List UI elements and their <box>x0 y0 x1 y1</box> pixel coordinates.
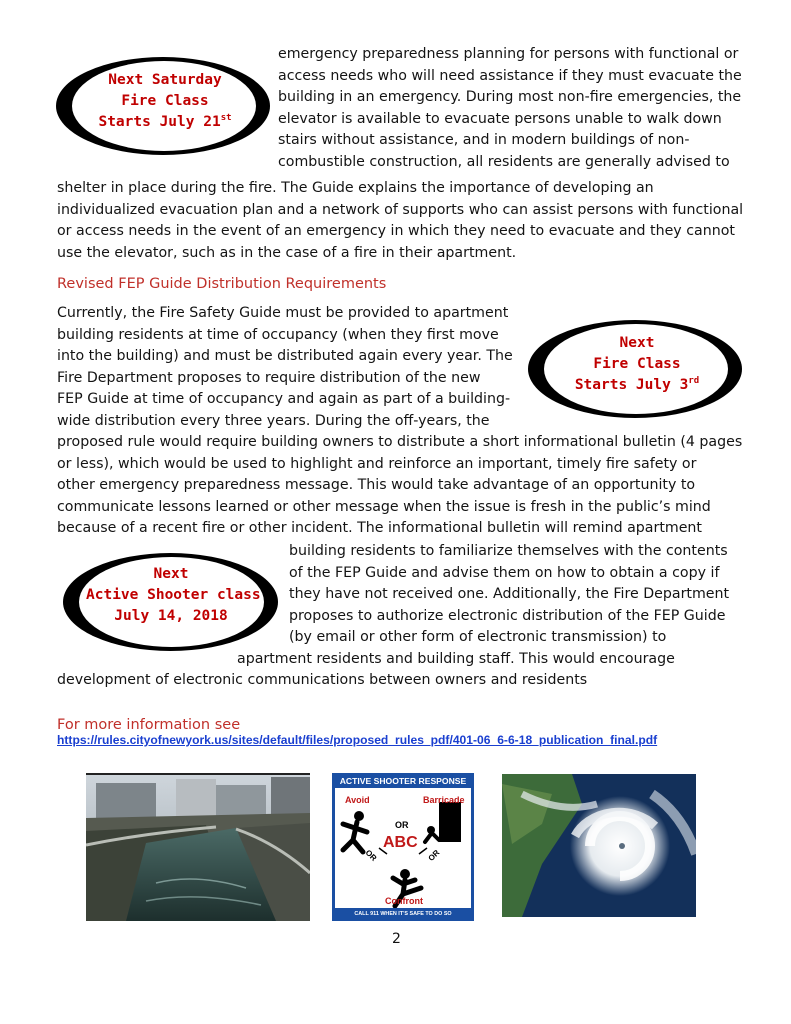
paragraph2-line: (by email or other form of electronic transmission) to <box>289 629 667 645</box>
paragraph2-line: building residents at time of occupancy (when they first move <box>57 326 499 343</box>
callout-shooter-text <box>86 564 261 627</box>
paragraph2-line: apartment residents and building staff. This would encourage <box>237 650 675 667</box>
page-number: 2 <box>392 931 401 947</box>
proposed-rules-link[interactable]: https://rules.cityofnewyork.us/sites/default/files/proposed_rules_pdf/401-06_6-6-18_publication_final.pdf <box>57 733 658 747</box>
poster-avoid: Avoid <box>345 795 370 805</box>
callout-shooter-line2: Active Shooter class <box>86 587 261 603</box>
poster-or-top: OR <box>395 820 409 830</box>
poster-title: ACTIVE SHOOTER RESPONSE <box>339 776 467 786</box>
poster-abc: ABC <box>383 834 418 851</box>
callout-shooter-line3: July 14, 2018 <box>114 608 228 624</box>
hurricane-satellite-photo <box>502 774 696 917</box>
paragraph2-line: communicate lessons learned or other message when the issue is fresh in the public’s mind <box>57 498 711 515</box>
paragraph2-line: Currently, the Fire Safety Guide must be provided to apartment <box>57 305 509 321</box>
poster-or-left: OR <box>363 848 379 863</box>
callout-saturday-line2: Fire Class <box>121 93 209 109</box>
paragraph1-line: shelter in place during the fire. The Guide explains the importance of developing an <box>57 180 654 196</box>
callout-fire-line3: Starts July 3rd <box>574 376 700 393</box>
paragraph1-line: elevator is available to evacuate persons unable to walk down <box>278 110 722 127</box>
paragraph2-line: FEP Guide at time of occupancy and again as part of a building- <box>57 391 511 407</box>
paragraph2-line: Fire Department proposes to require distribution of the new <box>57 369 481 386</box>
callout-saturday-line1: Next Saturday <box>108 72 222 88</box>
callout-fire-class-text <box>552 333 722 396</box>
paragraph2-line: other emergency preparedness message. This would take advantage of an opportunity to <box>57 477 696 493</box>
paragraph2-line: building residents to familiarize themselves with the contents <box>289 543 728 559</box>
paragraph1-line: combustible construction, all residents are generally advised to <box>278 153 730 170</box>
flooded-waterway-photo <box>86 773 310 921</box>
paragraph2-line: because of a recent fire or other incident. The informational bulletin will remind apartment <box>57 520 702 536</box>
paragraph2-line: proposes to authorize electronic distribution of the FEP Guide <box>289 607 726 624</box>
poster-confront: Confront <box>385 896 423 906</box>
poster-footer: CALL 911 WHEN IT'S SAFE TO DO SO <box>354 911 452 917</box>
callout-shooter-line1: Next <box>153 566 189 582</box>
paragraph2-line: development of electronic communications between owners and residents <box>57 672 588 688</box>
poster-or-right: OR <box>426 848 442 863</box>
paragraph2-line: into the building) and must be distributed again every year. The <box>57 348 513 364</box>
paragraph1-line: or access needs in the event of an emergency in which they need to evacuate and they cannot <box>57 223 735 239</box>
paragraph2-line: proposed rule would require building owners to distribute a short informational bulletin (4 pages <box>57 434 743 450</box>
poster-panel <box>335 788 471 908</box>
more-info-label: For more information see <box>57 717 241 733</box>
poster-barricade: Barricade <box>423 795 465 805</box>
paragraph2-line: wide distribution every three years. During the off-years, the <box>57 412 490 429</box>
callout-fire-line1: Next <box>619 335 655 351</box>
paragraph1-line: individualized evacuation plan and a network of supports who can assist persons with functional <box>57 201 744 218</box>
active-shooter-poster <box>332 773 474 921</box>
paragraph1-line: building in an emergency. During most non-fire emergencies, the <box>278 89 742 105</box>
paragraph1-line: stairs without assistance, and in modern buildings of non- <box>278 132 690 148</box>
paragraph2-line: of the FEP Guide and advise them on how to obtain a copy if <box>289 564 720 581</box>
paragraph1-line: emergency preparedness planning for persons with functional or <box>278 46 739 62</box>
paragraph1-line: use the elevator, such as in the case of a fire in their apartment. <box>57 244 517 261</box>
callout-fire-line2: Fire Class <box>593 356 681 372</box>
callout-saturday-text <box>80 70 250 133</box>
paragraph2-line: they have not received one. Additionally, the Fire Department <box>289 586 730 602</box>
paragraph2-line: or less), which would be used to highlight and reinforce an important, timely fire safety or <box>57 455 697 472</box>
paragraph1-line: access needs who will need assistance if they must evacuate the <box>278 67 742 84</box>
callout-saturday-line3: Starts July 21st <box>98 113 232 130</box>
section-heading: Revised FEP Guide Distribution Requirements <box>57 276 387 292</box>
